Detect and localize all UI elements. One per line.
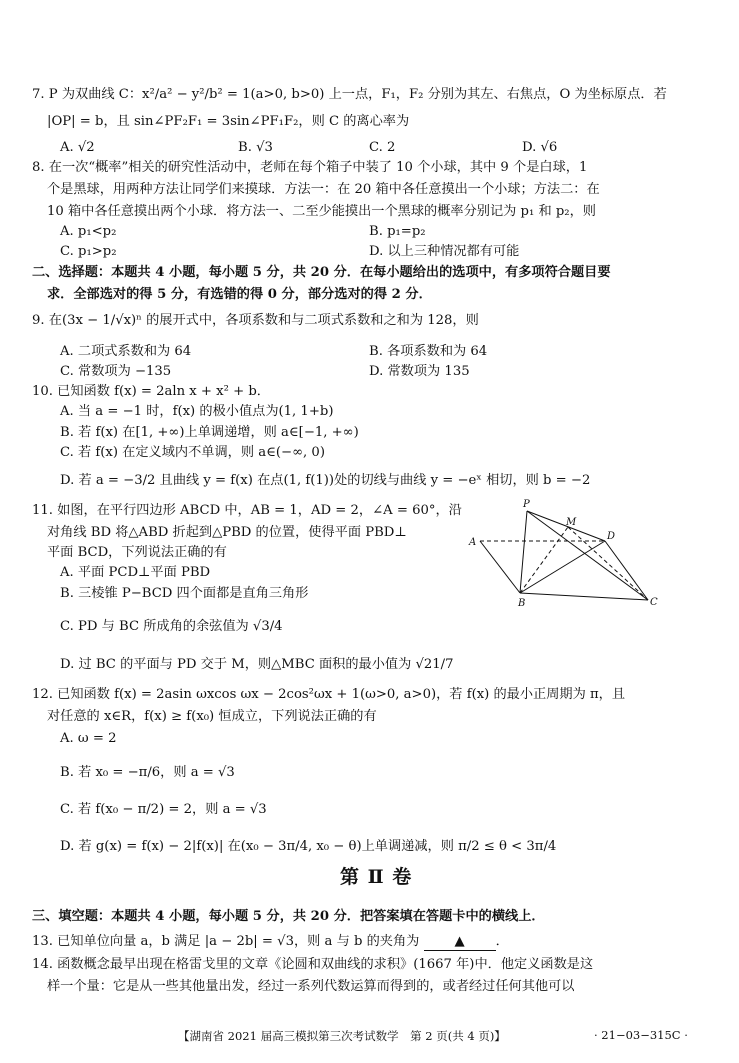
q10-option-b: B. 若 f(x) 在[1, +∞)上单调递增，则 a∈[−1, +∞)	[60, 425, 359, 440]
q11-line-3: 平面 BCD，下列说法正确的有	[47, 545, 227, 560]
edge-pb	[520, 511, 527, 593]
q12-line-1: 12. 已知函数 f(x) = 2asin ωxcos ωx − 2cos²ωx + 1(ω>0, a>0)，若 f(x) 的最小正周期为 π，且	[32, 687, 626, 702]
q9-option-d: D. 常数项为 135	[369, 364, 470, 379]
q9-option-a: A. 二项式系数和为 64	[60, 344, 192, 359]
edge-dc	[605, 541, 648, 600]
section-2-heading: 二、选择题：本题共 4 小题，每小题 5 分，共 20 分．在每小题给出的选项中，有多项符合题目要	[32, 265, 611, 280]
q11-option-b: B. 三棱锥 P−BCD 四个面都是直角三角形	[60, 586, 309, 601]
label-m: M	[566, 517, 577, 528]
edge-bc	[520, 593, 648, 600]
section-3-heading: 三、填空题：本题共 4 小题，每小题 5 分，共 20 分．把答案填在答题卡中的横线上．	[32, 909, 545, 924]
q9-option-b: B. 各项系数和为 64	[369, 344, 488, 359]
label-d: D	[607, 531, 616, 542]
q13-end: ．	[495, 934, 509, 949]
q8-option-a: A. p₁<p₂	[60, 224, 117, 239]
q8-line-2: 个是黑球，用两种方法让同学们来摸球．方法一：在 20 箱中各任意摸出一个小球；方法二：在	[47, 182, 600, 197]
q14-line-1: 14. 函数概念最早出现在格雷戈里的文章《论圆和双曲线的求积》(1667 年)中．他定义函数是这	[32, 957, 594, 972]
edge-ab	[480, 541, 520, 593]
q9-line-1: 9. 在(3x − 1/√x)ⁿ 的展开式中，各项系数和与二项式系数和之和为 128，则	[32, 313, 479, 328]
q10-option-d: D. 若 a = −3/2 且曲线 y = f(x) 在点(1, f(1))处的切线与曲线 y = −eˣ 相切，则 b = −2	[60, 473, 591, 488]
q8-option-d: D. 以上三种情况都有可能	[369, 244, 520, 259]
q7-option-b: B. √3	[238, 140, 273, 155]
q7-option-a: A. √2	[60, 140, 95, 155]
edge-pc	[527, 511, 648, 600]
q11-option-c: C. PD 与 BC 所成角的余弦值为 √3/4	[60, 619, 283, 634]
q14-line-2: 样一个量：它是从一些其他量出发，经过一系列代数运算而得到的，或者经过任何其他可以	[47, 979, 575, 994]
q12-option-d: D. 若 g(x) = f(x) − 2|f(x)| 在(x₀ − 3π/4, x₀ − θ)上单调递减，则 π/2 ≤ θ < 3π/4	[60, 839, 557, 854]
q7-option-c: C. 2	[369, 140, 396, 155]
footer-title: 【湖南省 2021 届高三模拟第三次考试数学 第 2 页(共 4 页)】	[178, 1029, 506, 1043]
q12-option-a: A. ω = 2	[60, 731, 117, 746]
q12-option-c: C. 若 f(x₀ − π/2) = 2，则 a = √3	[60, 802, 267, 817]
edge-bm	[520, 527, 568, 593]
folded-parallelogram-figure	[465, 497, 665, 612]
answer-triangle-icon: ▲	[454, 934, 465, 949]
q10-option-a: A. 当 a = −1 时，f(x) 的极小值点为(1, 1+b)	[60, 404, 334, 419]
part-2-title: 第 Ⅱ 卷	[340, 866, 413, 888]
section-2-heading-cont: 求．全部选对的得 5 分，有选错的得 0 分，部分选对的得 2 分．	[47, 287, 432, 302]
edge-bd	[520, 541, 605, 593]
q11-option-a: A. 平面 PCD⊥平面 PBD	[60, 565, 211, 580]
q12-option-b: B. 若 x₀ = −π/6，则 a = √3	[60, 765, 235, 780]
label-a: A	[469, 537, 477, 548]
q11-line-2: 对角线 BD 将△ABD 折起到△PBD 的位置，使得平面 PBD⊥	[47, 525, 407, 540]
q13-line	[32, 933, 509, 951]
q7-option-d: D. √6	[522, 140, 558, 155]
q7-line-2: |OP| = b，且 sin∠PF₂F₁ = 3sin∠PF₁F₂，则 C 的离心率为	[47, 114, 410, 129]
q10-option-c: C. 若 f(x) 在定义域内不单调，则 a∈(−∞, 0)	[60, 445, 325, 460]
q11-option-d: D. 过 BC 的平面与 PD 交于 M，则△MBC 面积的最小值为 √21/7	[60, 657, 454, 672]
q11-line-1: 11. 如图，在平行四边形 ABCD 中，AB = 1，AD = 2，∠A = 60°，沿	[32, 503, 462, 518]
q8-line-1: 8. 在一次“概率”相关的研究性活动中，老师在每个箱子中装了 10 个小球，其中 9 个是白球，1	[32, 160, 588, 175]
q9-option-c: C. 常数项为 −135	[60, 364, 172, 379]
q7-line-1: 7. P 为双曲线 C：x²/a² − y²/b² = 1(a>0, b>0) 上一点，F₁，F₂ 分别为其左、右焦点，O 为坐标原点．若	[32, 87, 667, 102]
q13-answer-blank	[424, 934, 496, 951]
q8-option-b: B. p₁=p₂	[369, 224, 426, 239]
q8-option-c: C. p₁>p₂	[60, 244, 117, 259]
q10-line-1: 10. 已知函数 f(x) = 2aln x + x² + b．	[32, 384, 270, 399]
q12-line-2: 对任意的 x∈R，f(x) ≥ f(x₀) 恒成立，下列说法正确的有	[47, 709, 377, 724]
label-p: P	[523, 499, 530, 510]
q8-line-3: 10 箱中各任意摸出两个小球．将方法一、二至少能摸出一个黑球的概率分别记为 p₁ 和 p₂，则	[47, 204, 596, 219]
footer-code: · 21−03−315C ·	[594, 1028, 688, 1042]
label-b: B	[518, 598, 526, 609]
label-c: C	[650, 597, 658, 608]
q13-text: 13. 已知单位向量 a，b 满足 |a − 2b| = √3，则 a 与 b 的夹角为	[32, 934, 420, 949]
